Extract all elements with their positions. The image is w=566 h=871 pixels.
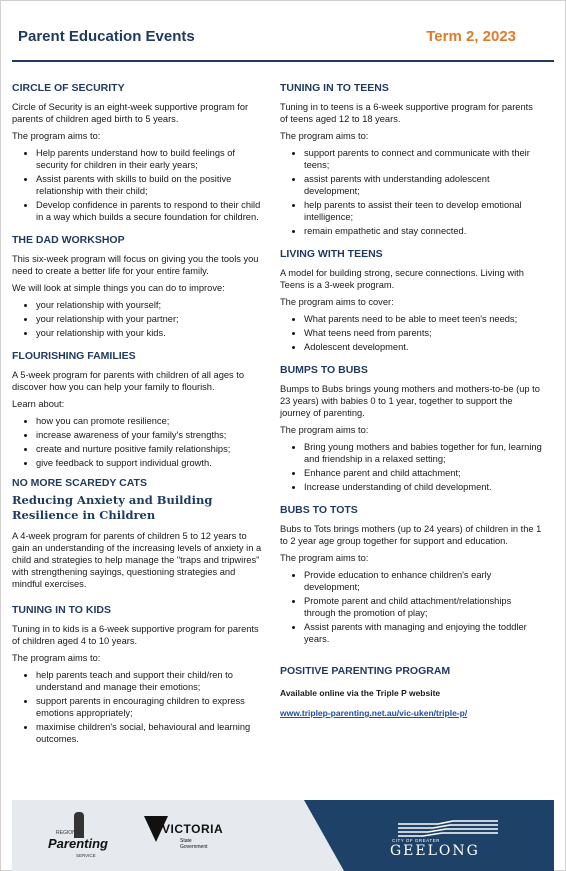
geelong-city-label: CITY OF GREATER (392, 838, 440, 843)
section-subtitle: Reducing Anxiety and Building Resilience in Children (12, 493, 213, 522)
list-item: • your relationship with your partner; (36, 313, 266, 325)
list-item: • Help parents understand how to build feelings of security for children in their early years; (36, 147, 266, 171)
list-item: • Promote parent and child attachment/relationships through the promotion of play; (304, 595, 542, 619)
list-item: • maximise children's social, behavioural and learning outcomes. (36, 721, 266, 745)
regional-parenting-logo (48, 812, 108, 858)
section-heading: BUMPS TO BUBS (280, 364, 368, 376)
section-intro: Tuning in to teens is a 6-week supportive program for parents of teens aged 12 to 18 years. (280, 102, 533, 124)
section-heading: BUBS TO TOTS (280, 504, 358, 516)
list-item: • Assist parents with skills to build on the positive relationship with their child; (36, 173, 266, 197)
aims-label: The program aims to: (12, 131, 101, 141)
section-intro: A 4-week program for parents of children 5 to 12 years to gain an understanding of the increasing levels of anxiety in a child and strategies to help manage the "traps and tripwires" with strengthening sayings, questioning strategies and mindful exercises. (12, 531, 262, 589)
aims-list (280, 147, 542, 237)
list-item: • create and nurture positive family relationships; (36, 443, 266, 455)
aims-label: The program aims to: (280, 131, 369, 141)
section-intro: A 5-week program for parents with children of all ages to discover how you can help your family to flourish. (12, 370, 245, 392)
section-intro: A model for building strong, secure connections. Living with Teens is a 3-week program. (280, 268, 524, 290)
aims-list (12, 415, 266, 469)
aims-list (12, 147, 266, 223)
page-title: Parent Education Events (18, 28, 195, 45)
section-tuning-in-to-kids (12, 604, 266, 745)
aims-label: Learn about: (12, 399, 65, 409)
section-heading: CIRCLE OF SECURITY (12, 82, 125, 94)
section-heading: LIVING WITH TEENS (280, 248, 383, 260)
page-header (0, 0, 566, 62)
section-heading: THE DAD WORKSHOP (12, 234, 125, 246)
section-heading: FLOURISHING FAMILIES (12, 350, 136, 362)
aims-list (280, 313, 542, 353)
list-item: • assist parents with understanding adolescent development; (304, 173, 542, 197)
section-positive-parenting (280, 665, 542, 719)
section-heading: TUNING IN TO TEENS (280, 82, 389, 94)
list-item: • Increase understanding of child development. (304, 481, 542, 493)
list-item: • remain empathetic and stay connected. (304, 225, 542, 237)
section-intro: Bumps to Bubs brings young mothers and mothers-to-be (up to 23 years) with babies 0 to 1 year, together to support the journey of parenting. (280, 384, 540, 418)
section-dad-workshop (12, 234, 266, 339)
logo-text-tiny: SERVICE (76, 853, 96, 858)
list-item: • your relationship with yourself; (36, 299, 266, 311)
left-column (12, 82, 266, 756)
logo-text-big: Parenting (48, 836, 108, 851)
list-item: • your relationship with your kids. (36, 327, 266, 339)
list-item: • give feedback to support individual growth. (36, 457, 266, 469)
section-bumps-to-bubs (280, 364, 542, 493)
victoria-name: VICTORIA (162, 822, 224, 836)
aims-list (280, 441, 542, 493)
victoria-government-logo (144, 816, 224, 860)
section-intro: Bubs to Tots brings mothers (up to 24 years) of children in the 1 to 2 year age group together for support and education. (280, 524, 542, 546)
geelong-logo (390, 820, 520, 860)
list-item: • help parents to assist their teen to develop emotional intelligence; (304, 199, 542, 223)
list-item: • Provide education to enhance children's early development; (304, 569, 542, 593)
list-item: • help parents teach and support their child/ren to understand and manage their emotions; (36, 669, 266, 693)
aims-label: The program aims to: (280, 425, 369, 435)
list-item: • Assist parents with managing and enjoying the toddler years. (304, 621, 542, 645)
section-circle-of-security (12, 82, 266, 223)
term-label: Term 2, 2023 (426, 28, 516, 45)
section-intro: Circle of Security is an eight-week supportive program for parents of children aged birth to 5 years. (12, 102, 249, 124)
aims-label: We will look at simple things you can do to improve: (12, 283, 225, 293)
section-intro: This six-week program will focus on giving you the tools you need to create a better life for your entire family. (12, 254, 259, 276)
list-item: • Bring young mothers and babies together for fun, learning and friendship in a relaxed setting; (304, 441, 542, 465)
list-item: • What parents need to be able to meet teen's needs; (304, 313, 542, 325)
section-tuning-in-to-teens (280, 82, 542, 237)
geelong-name: GEELONG (390, 843, 480, 859)
victoria-gov-line1: State (180, 838, 192, 844)
aims-label: The program aims to: (280, 553, 369, 563)
victoria-gov-line2: Government (180, 844, 208, 850)
aims-label: The program aims to cover: (280, 297, 394, 307)
section-intro: Tuning in to kids is a 6-week supportive program for parents of children aged 4 to 10 years. (12, 624, 259, 646)
list-item: • What teens need from parents; (304, 327, 542, 339)
right-column (280, 82, 542, 721)
header-divider (12, 60, 554, 62)
logo-text-small: REGIONAL (56, 830, 82, 836)
aims-list (12, 669, 266, 745)
section-bubs-to-tots (280, 504, 542, 645)
list-item: • Adolescent development. (304, 341, 542, 353)
section-living-with-teens (280, 248, 542, 353)
online-note: Available online via the Triple P website (280, 688, 441, 698)
aims-list (12, 299, 266, 339)
list-item: • Enhance parent and child attachment; (304, 467, 542, 479)
footer-banner (12, 800, 554, 871)
aims-label: The program aims to: (12, 653, 101, 663)
triple-p-link[interactable]: www.triplep-parenting.net.au/vic-uken/triple-p/ (280, 708, 468, 718)
list-item: • support parents in encouraging children to express emotions appropriately; (36, 695, 266, 719)
section-heading: NO MORE SCAREDY CATS (12, 477, 147, 489)
list-item: • how you can promote resilience; (36, 415, 266, 427)
footer-slant (304, 800, 344, 871)
list-item: • Develop confidence in parents to respond to their child in a way which builds a secure foundation for children. (36, 199, 266, 223)
geelong-waves-icon (398, 820, 498, 838)
section-heading: TUNING IN TO KIDS (12, 604, 111, 616)
section-heading: POSITIVE PARENTING PROGRAM (280, 665, 451, 677)
victoria-gov-text (180, 838, 208, 850)
aims-list (280, 569, 542, 645)
section-no-more-scaredy-cats (12, 477, 266, 590)
section-flourishing-families (12, 350, 266, 469)
list-item: • support parents to connect and communicate with their teens; (304, 147, 542, 171)
list-item: • increase awareness of your family's strengths; (36, 429, 266, 441)
